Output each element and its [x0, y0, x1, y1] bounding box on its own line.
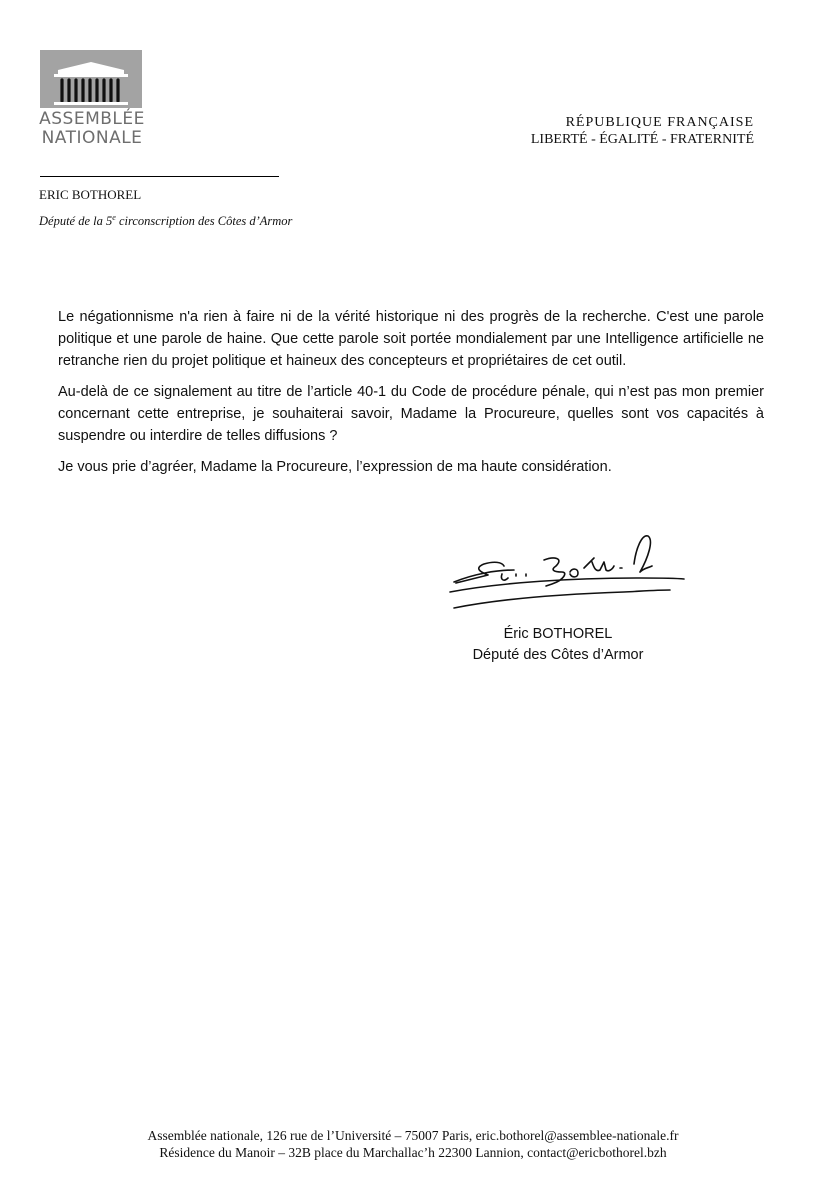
republic-heading — [531, 115, 754, 148]
body-paragraph-1: Le négationnisme n'a rien à faire ni de la vérité historique ni des progrès de la recherche. C'est une parole politique et une parole de haine. Que cette parole soit portée mondialement par une Intelligence artificielle ne retranche rien du projet politique et haineux des concepteurs et propriétaires de cet outil. — [58, 309, 764, 369]
footer-line-2: Résidence du Manoir – 32B place du Marchallac’h 22300 Lannion, contact@ericbothorel.bzh — [159, 1145, 667, 1160]
sender-title — [39, 213, 292, 229]
closing-paragraph: Je vous prie d’agréer, Madame la Procureure, l’expression de ma haute considération. — [58, 459, 612, 475]
sender-title-suffix: circonscription des Côtes d’Armor — [115, 214, 293, 229]
header-divider — [40, 176, 279, 177]
sender-title-prefix: Député de la 5 — [39, 214, 113, 229]
hemicycle-emblem-icon — [40, 50, 142, 108]
signoff-block — [420, 624, 696, 666]
letter-body — [58, 306, 764, 487]
sender-name: ERIC BOTHOREL — [39, 187, 142, 202]
logo-text-line2: NATIONALE — [41, 128, 143, 148]
republic-motto: LIBERTÉ - ÉGALITÉ - FRATERNITÉ — [530, 132, 754, 147]
sender-title-sup: e — [112, 213, 116, 222]
footer-addresses — [0, 1127, 826, 1161]
assemblee-nationale-logo — [38, 50, 146, 146]
handwritten-signature — [444, 528, 690, 619]
body-paragraph-2: Au-delà de ce signalement au titre de l’article 40-1 du Code de procédure pénale, qui n’est pas mon premier concernant cette entreprise, je souhaiterai savoir, Madame la Procureure, quelles sont vos capacités à suspendre ou interdire de telles diffusions ? — [58, 384, 764, 444]
republic-title: RÉPUBLIQUE FRANÇAISE — [565, 115, 754, 130]
footer-line-1: Assemblée nationale, 126 rue de l’Université – 75007 Paris, eric.bothorel@assemblee-nationale.fr — [147, 1128, 679, 1143]
signoff-name: Éric BOTHOREL — [503, 626, 613, 642]
logo-text-line1: ASSEMBLÉE — [39, 109, 145, 129]
signoff-role: Député des Côtes d’Armor — [472, 647, 644, 663]
